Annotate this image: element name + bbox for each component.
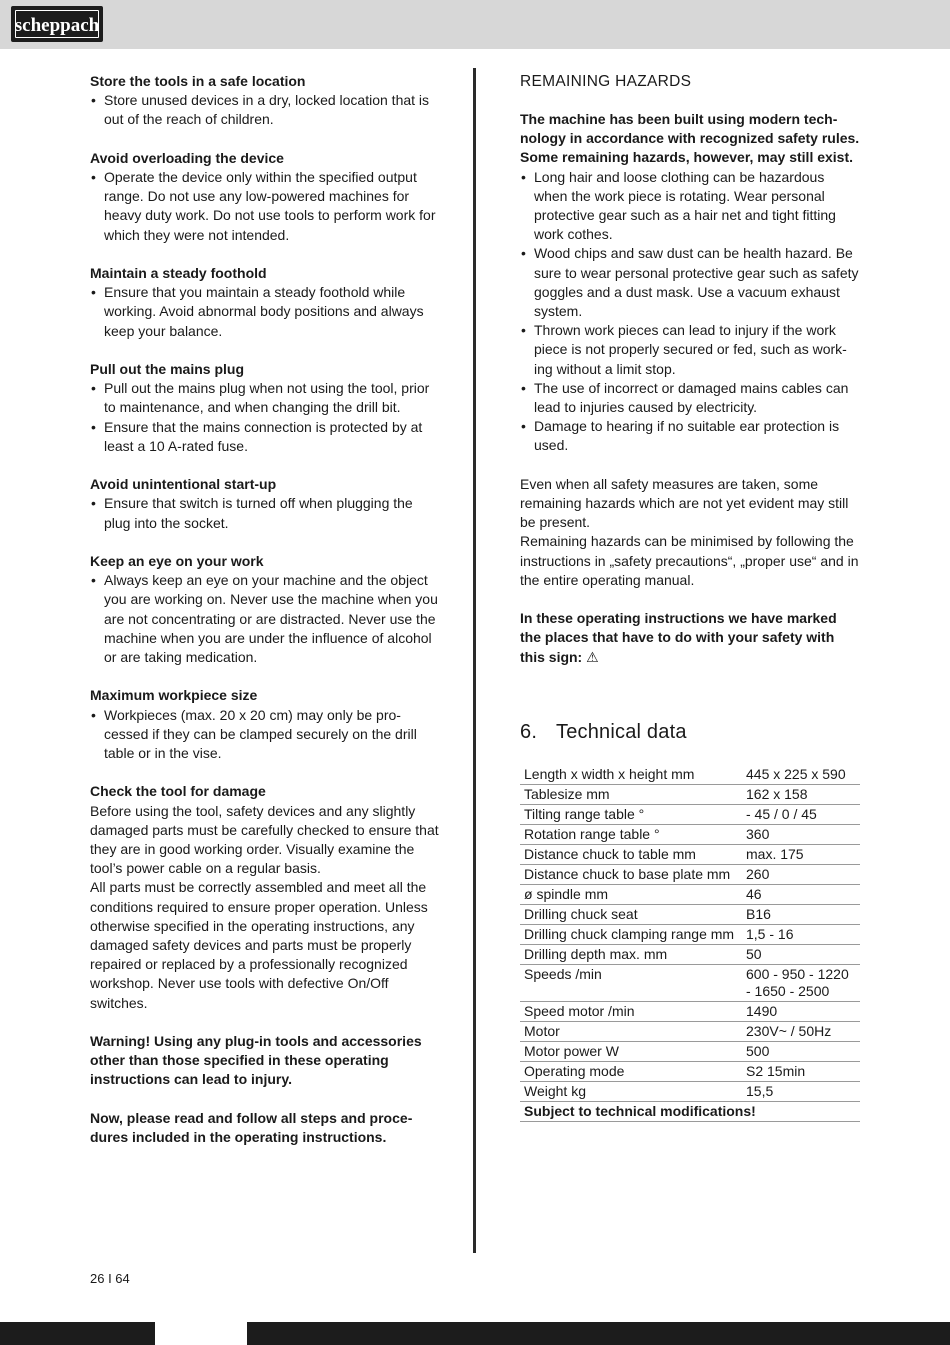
table-row: [520, 1002, 860, 1022]
bullet-list: [90, 168, 440, 245]
table-row: [520, 905, 860, 925]
warning-section: [90, 1032, 440, 1090]
bullet-item: • Ensure that the mains connection is protected by at least a 10 A-rated fuse.: [90, 418, 440, 456]
hazard-item: • Damage to hearing if no suitable ear protection is used.: [520, 417, 860, 455]
spec-value: 1490: [742, 1002, 860, 1022]
bullet-list: [90, 379, 440, 456]
warning-text: Warning! Using any plug-in tools and accessories other than those specified in these operating instructions can lead to injury.: [90, 1033, 422, 1088]
spec-label: Drilling chuck seat: [520, 905, 742, 925]
header-bar: [0, 0, 950, 49]
spec-label: Operating mode: [520, 1062, 742, 1082]
spec-label: Distance chuck to table mm: [520, 845, 742, 865]
section-heading: Keep an eye on your work: [90, 553, 264, 569]
safety-section: [90, 264, 440, 341]
technical-data-title: [520, 719, 687, 745]
spec-label: Length x width x height mm: [520, 765, 742, 785]
warning-triangle-icon: ⚠: [586, 648, 599, 665]
remaining-hazards-list: [520, 168, 860, 456]
bullet-item: • Ensure that you maintain a steady foothold while working. Avoid abnormal body positions and always keep your balance.: [90, 283, 440, 341]
spec-label: Weight kg: [520, 1082, 742, 1102]
bullet-list: [90, 571, 440, 667]
spec-value: 46: [742, 885, 860, 905]
section-heading: Pull out the mains plug: [90, 361, 244, 377]
spec-value: 1,5 - 16: [742, 925, 860, 945]
spec-label: Drilling depth max. mm: [520, 945, 742, 965]
check-tool-text: Before using the tool, safety devices and any slightly damaged parts must be carefully checked to ensure that they are in good working order. Visually examine the tool’s power cable on a regular basis.: [90, 802, 439, 877]
scheppach-logo: [11, 6, 103, 42]
remaining-hazards-title: REMAINING HAZARDS: [520, 73, 692, 90]
hazard-item: • The use of incorrect or damaged mains cables can lead to injuries caused by electricity.: [520, 379, 860, 417]
check-tool-section: [90, 782, 440, 1012]
bullet-item: • Pull out the mains plug when not using the tool, prior to maintenance, and when changing the drill bit.: [90, 379, 440, 417]
table-row: [520, 1062, 860, 1082]
spec-label: ø spindle mm: [520, 885, 742, 905]
read-follow-section: [90, 1109, 440, 1147]
spec-label: Distance chuck to base plate mm: [520, 865, 742, 885]
bullet-item: • Store unused devices in a dry, locked location that is out of the reach of children.: [90, 91, 440, 129]
section-number: 6.: [520, 721, 538, 743]
table-row: [520, 945, 860, 965]
table-row: [520, 1082, 860, 1102]
section-heading: Store the tools in a safe location: [90, 73, 306, 89]
table-row: [520, 1022, 860, 1042]
bullet-item: • Operate the device only within the specified output range. Do not use any low-powered machines for heavy duty work. Do not use tools to perform work for which they were not intended.: [90, 168, 440, 245]
table-row: [520, 865, 860, 885]
spec-label: Drilling chuck clamping range mm: [520, 925, 742, 945]
spec-label: Rotation range table °: [520, 825, 742, 845]
technical-note: Subject to technical modifications!: [520, 1102, 860, 1122]
safety-section: [90, 552, 440, 667]
read-follow-text: Now, please read and follow all steps and procedures included in the operating instructions.: [90, 1109, 413, 1146]
table-row: [520, 1042, 860, 1062]
remaining-hazards-para2: Remaining hazards can be minimised by following the instructions in „safety precautions“, „proper use“ and in the entire operating manual.: [520, 533, 859, 588]
spec-label: Tilting range table °: [520, 805, 742, 825]
safety-sign-text: In these operating instructions we have marked the places that have to do with your safety with this sign:: [520, 610, 837, 665]
safety-section: [90, 149, 440, 245]
bullet-list: [90, 91, 440, 129]
table-row: [520, 765, 860, 785]
column-divider: [473, 68, 476, 1253]
spec-value: 445 x 225 x 590: [742, 765, 860, 785]
section-title: Technical data: [556, 721, 687, 743]
spec-value: 260: [742, 865, 860, 885]
safety-sign-note: [520, 609, 860, 667]
section-heading: Avoid overloading the device: [90, 149, 284, 166]
table-row: [520, 925, 860, 945]
spec-label: Motor power W: [520, 1042, 742, 1062]
footer-tab: [155, 1322, 247, 1345]
table-note-row: [520, 1102, 860, 1122]
table-row: [520, 885, 860, 905]
hazard-item: • Long hair and loose clothing can be hazardous when the work piece is rotating. Wear personal protective gear such as a hair net and tight fitting work cothes.: [520, 168, 860, 245]
bullet-list: [90, 494, 440, 532]
bullet-item: • Always keep an eye on your machine and the object you are working on. Never use the machine when you are not concentrating or are distracted. Never use the machine when you are under the influence of alcohol or are taking medication.: [90, 571, 440, 667]
hazard-item: • Thrown work pieces can lead to injury if the work piece is not properly secured or fed, such as working without a limit stop.: [520, 321, 860, 379]
check-tool-text-2: All parts must be correctly assembled and meet all the conditions required to ensure proper operation. Unless otherwise specified in the operating instructions, any damaged safety devices and parts must be properly repaired or replaced by a professionally recognized workshop. Never use tools with defective On/Off switches.: [90, 879, 428, 1011]
safety-section: [90, 72, 440, 130]
spec-label: Speed motor /min: [520, 1002, 742, 1022]
spec-value: 50: [742, 945, 860, 965]
section-heading: Maximum workpiece size: [90, 687, 258, 704]
table-row: [520, 845, 860, 865]
left-column: [90, 72, 440, 1166]
spec-label: Motor: [520, 1022, 742, 1042]
spec-label: Tablesize mm: [520, 785, 742, 805]
safety-section: [90, 360, 440, 456]
safety-section: [90, 475, 440, 533]
technical-data-table: [520, 765, 860, 1122]
spec-value: - 45 / 0 / 45: [742, 805, 860, 825]
table-row: [520, 785, 860, 805]
spec-value: S2 15min: [742, 1062, 860, 1082]
spec-value: 500: [742, 1042, 860, 1062]
spec-label: Speeds /min: [520, 965, 742, 1002]
spec-value: max. 175: [742, 845, 860, 865]
remaining-hazards-para1: Even when all safety measures are taken, some remaining hazards which are not yet evident may still be present.: [520, 475, 849, 531]
right-column: [520, 72, 860, 667]
table-row: [520, 805, 860, 825]
logo-text: scheppach: [14, 15, 100, 36]
spec-value: B16: [742, 905, 860, 925]
section-heading: Maintain a steady foothold: [90, 265, 267, 281]
spec-value: 600 - 950 - 1220 - 1650 - 2500: [742, 965, 860, 1002]
remaining-hazards-intro: The machine has been built using modern technology in accordance with recognized safety rules. Some remaining hazards, however, may still exist.: [520, 111, 860, 166]
table-row: [520, 825, 860, 845]
table-row: [520, 965, 860, 1002]
bullet-list: [90, 706, 440, 764]
spec-value: 162 x 158: [742, 785, 860, 805]
page-number: 26 I 64: [90, 1271, 130, 1286]
bullet-item: • Workpieces (max. 20 x 20 cm) may only be processed if they can be clamped securely on the drill table or in the vise.: [90, 706, 440, 764]
bullet-item: • Ensure that switch is turned off when plugging the plug into the socket.: [90, 494, 440, 532]
spec-value: 360: [742, 825, 860, 845]
spec-value: 15,5: [742, 1082, 860, 1102]
safety-section: [90, 686, 440, 763]
footer-bar: [0, 1322, 950, 1345]
bullet-list: [90, 283, 440, 341]
spec-value: 230V~ / 50Hz: [742, 1022, 860, 1042]
hazard-item: • Wood chips and saw dust can be health hazard. Be sure to wear personal protective gear such as safety goggles and a dust mask. Use a vacuum exhaust system.: [520, 244, 860, 321]
section-heading: Check the tool for damage: [90, 783, 266, 800]
section-heading: Avoid unintentional start-up: [90, 476, 277, 493]
